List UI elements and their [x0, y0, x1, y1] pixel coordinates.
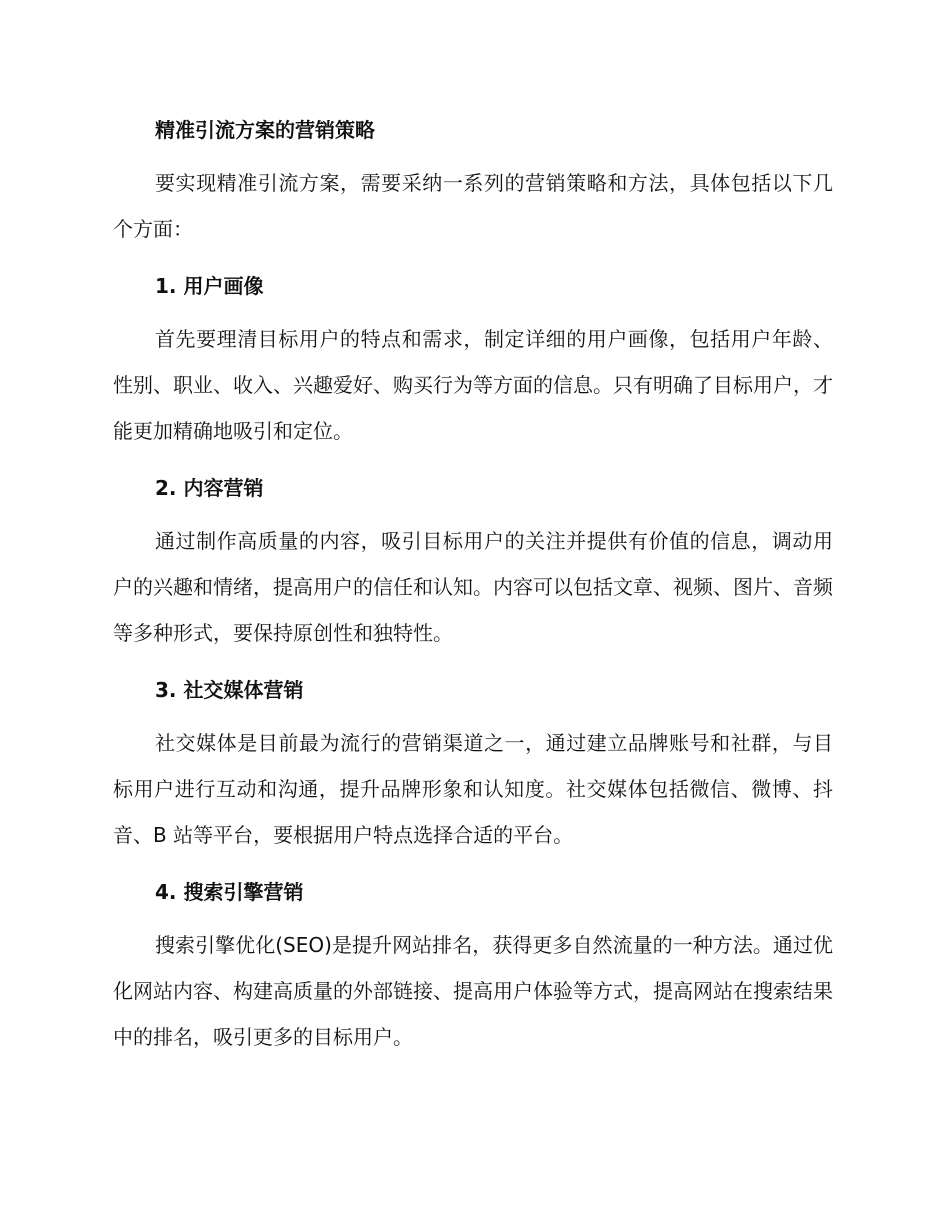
section-body-social-media-marketing: 社交媒体是目前最为流行的营销渠道之一，通过建立品牌账号和社群，与目标用户进行互动和沟通，提升品牌形象和认知度。社交媒体包括微信、微博、抖音、B 站等平台，要根据用户特点选择合适的平台。	[113, 731, 833, 847]
section-body-user-persona: 首先要理清目标用户的特点和需求，制定详细的用户画像，包括用户年龄、性别、职业、收入、兴趣爱好、购买行为等方面的信息。只有明确了目标用户，才能更加精确地吸引和定位。	[113, 327, 833, 443]
section-heading-user-persona: 1. 用户画像	[155, 274, 264, 298]
document-page	[113, 108, 833, 1072]
section-body-search-engine-marketing: 搜索引擎优化(SEO)是提升网站排名，获得更多自然流量的一种方法。通过优化网站内容、构建高质量的外部链接、提高用户体验等方式，提高网站在搜索结果中的排名，吸引更多的目标用户。	[113, 933, 833, 1049]
intro-paragraph: 要实现精准引流方案，需要采纳一系列的营销策略和方法，具体包括以下几个方面：	[113, 171, 833, 241]
section-heading-content-marketing: 2. 内容营销	[155, 476, 264, 500]
section-heading-social-media-marketing: 3. 社交媒体营销	[155, 678, 304, 702]
section-heading-search-engine-marketing: 4. 搜索引擎营销	[155, 880, 304, 904]
document-title: 精准引流方案的营销策略	[155, 118, 375, 142]
section-body-content-marketing: 通过制作高质量的内容，吸引目标用户的关注并提供有价值的信息，调动用户的兴趣和情绪，提高用户的信任和认知。内容可以包括文章、视频、图片、音频等多种形式，要保持原创性和独特性。	[113, 529, 833, 645]
